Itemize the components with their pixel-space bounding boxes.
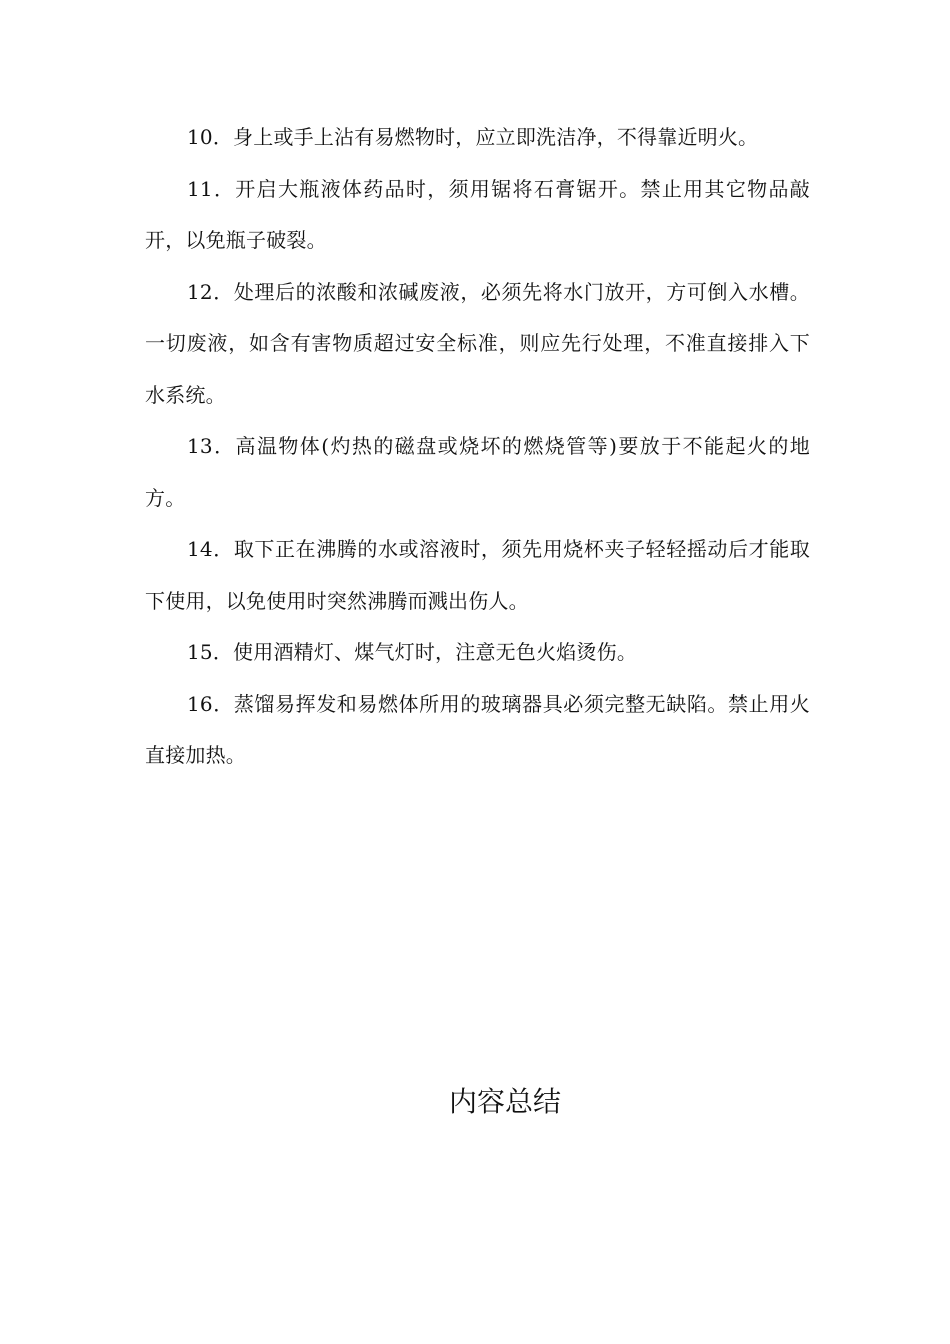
paragraph-12: 12．处理后的浓酸和浓碱废液，必须先将水门放开，方可倒入水槽。一切废液，如含有害物质超过安全标准，则应先行处理，不准直接排入下水系统。: [145, 279, 810, 407]
summary-heading: 内容总结: [448, 1085, 561, 1118]
paragraph-10: 10．身上或手上沾有易燃物时，应立即洗洁净，不得靠近明火。: [187, 125, 759, 149]
paragraph-15: 15．使用酒精灯、煤气灯时，注意无色火焰烫伤。: [187, 640, 638, 664]
paragraph-16: 16．蒸馏易挥发和易燃体所用的玻璃器具必须完整无缺陷。禁止用火直接加热。: [145, 691, 810, 767]
paragraph-11: 11．开启大瓶液体药品时，须用锯将石膏锯开。禁止用其它物品敲开，以免瓶子破裂。: [145, 176, 810, 252]
paragraph-14: 14．取下正在沸腾的水或溶液时，须先用烧杯夹子轻轻摇动后才能取下使用，以免使用时突然沸腾而溅出伤人。: [145, 537, 810, 613]
paragraph-13: 13．高温物体(灼热的磁盘或烧坏的燃烧管等)要放于不能起火的地方。: [145, 434, 810, 510]
document-body: [145, 112, 810, 782]
